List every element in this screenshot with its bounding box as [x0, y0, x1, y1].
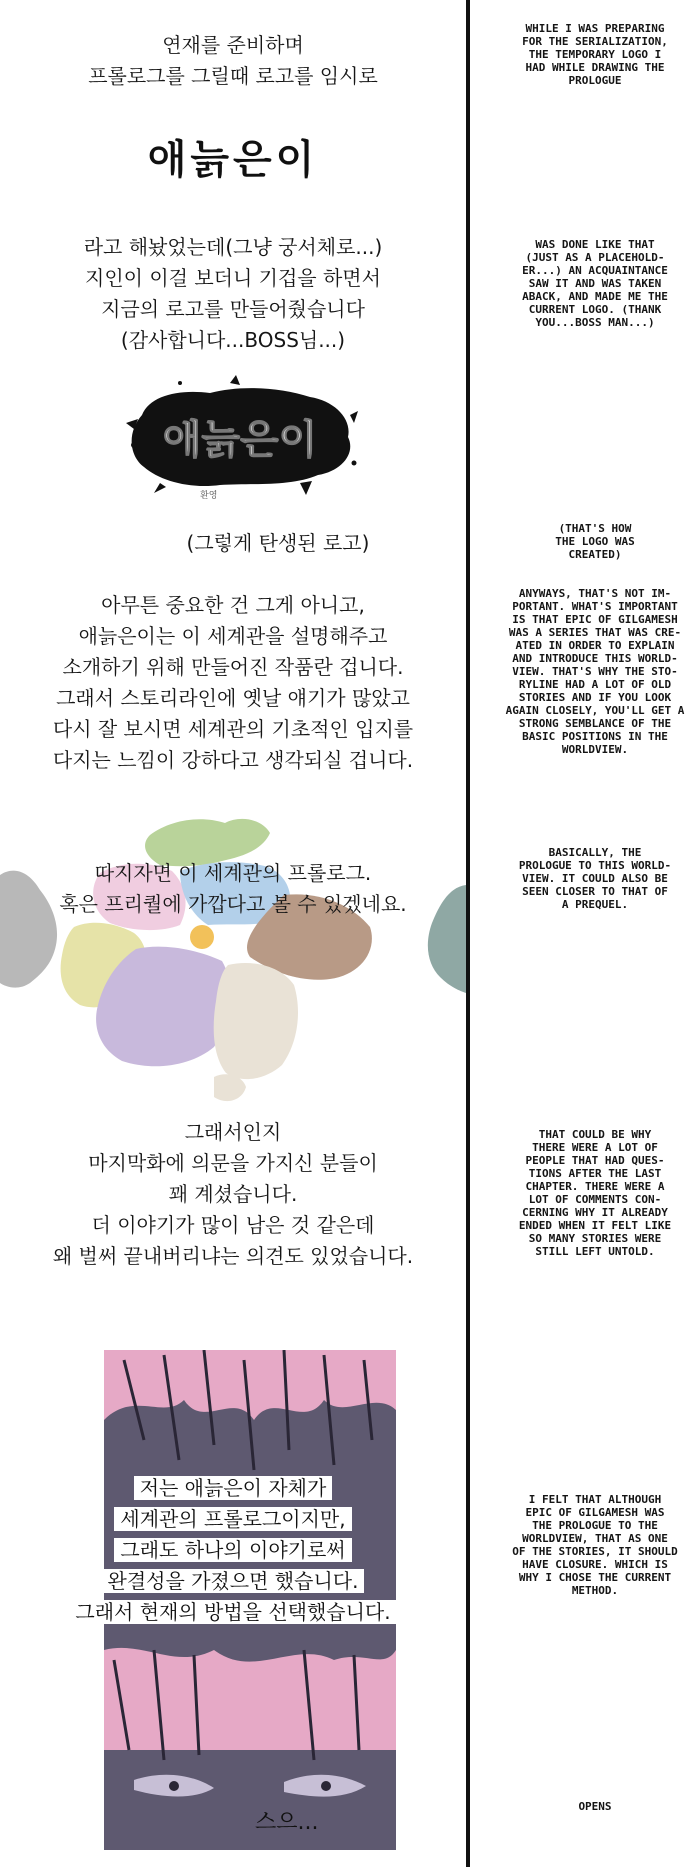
paragraph-3	[0, 858, 466, 920]
hair-bottom	[104, 1648, 396, 1750]
paragraph-line: 완결성을 가졌으면 했습니다.	[102, 1569, 365, 1593]
sound-effect: 스으...	[255, 1810, 319, 1835]
paragraph-line: (감사합니다...BOSS님...)	[120, 328, 346, 352]
translation-note-2: WAS DONE LIKE THAT (JUST AS A PLACEHOLD- ER...) AN ACQUAINTANCE SAW IT AND WAS TAKEN ABACK, AND MADE ME THE CURRENT LOGO. (THANK YOU...BOSS MAN...)	[522, 238, 668, 329]
translation-note-1: WHILE I WAS PREPARING FOR THE SERIALIZATION, THE TEMPORARY LOGO I HAD WHILE DRAWING THE PROLOGUE	[522, 22, 668, 87]
paragraph-line: 다지는 느낌이 강하다고 생각되실 겁니다.	[52, 748, 414, 772]
paragraph-line: 따지자면 이 세계관의 프롤로그.	[94, 861, 372, 885]
paragraph-line: 마지막화에 의문을 가지신 분들이	[88, 1151, 378, 1175]
intro-line: 프롤로그를 그릴때 로고를 임시로	[88, 64, 378, 88]
translation-note-3: (THAT'S HOW THE LOGO WAS CREATED)	[555, 522, 635, 561]
paragraph-line: 지인이 이걸 보더니 기겁을 하면서	[85, 266, 381, 290]
paragraph-5	[0, 1473, 466, 1628]
paragraph-line: 소개하기 위해 만들어진 작품란 겁니다.	[62, 655, 404, 679]
paragraph-line: 그래도 하나의 이야기로써	[114, 1538, 351, 1562]
paragraph-line: 그래서 현재의 방법을 선택했습니다.	[69, 1600, 396, 1624]
ink-logo-text: 애늙은이	[162, 417, 318, 463]
region-orange	[190, 925, 214, 949]
paragraph-line: 그래서 스토리라인에 옛날 얘기가 많았고	[56, 686, 410, 710]
intro-text	[0, 30, 466, 92]
translation-note-4: ANYWAYS, THAT'S NOT IM- PORTANT. WHAT'S IMPORTANT IS THAT EPIC OF GILGAMESH WAS A SERIES THAT WAS CRE- ATED IN ORDER TO EXPLAIN AND INTRODUCE THIS WORLD- VIEW. THAT'S WHY THE STO- RYLINE HAD A LOT OF OLD STORIES AND IF YOU LOOK AGAIN CLOSELY, YOU'LL GET A STRONG SEMBLANCE OF THE BASIC POSITIONS IN THE WORLDVIEW.	[505, 587, 685, 756]
ink-logo-image	[120, 375, 360, 505]
paragraph-line: 아무튼 중요한 건 그게 아니고,	[101, 593, 365, 617]
paragraph-line: 왜 벌써 끝내버리냐는 의견도 있었습니다.	[52, 1244, 414, 1268]
paragraph-line: 세계관의 프롤로그이지만,	[114, 1507, 351, 1531]
ink-logo-subtext: 환영	[200, 491, 218, 501]
translation-note-5: BASICALLY, THE PROLOGUE TO THIS WORLD- VIEW. IT COULD ALSO BE SEEN CLOSER TO THAT OF A PREQUEL.	[518, 846, 672, 911]
paragraph-line: 저는 애늙은이 자체가	[134, 1476, 333, 1500]
paragraph-4	[0, 1117, 466, 1272]
paragraph-1	[0, 232, 466, 356]
temporary-logo: 애늙은이	[147, 136, 319, 183]
paragraph-line: 더 이야기가 많이 남은 것 같은데	[91, 1213, 375, 1237]
paragraph-line: 라고 해놨었는데(그냥 궁서체로...)	[83, 235, 383, 259]
paragraph-line: 혹은 프리퀄에 가깝다고 볼 수 있겠네요.	[59, 892, 407, 916]
paragraph-line: 다시 잘 보시면 세계관의 기초적인 입지를	[52, 717, 414, 741]
translation-note-6: THAT COULD BE WHY THERE WERE A LOT OF PEOPLE THAT HAD QUES- TIONS AFTER THE LAST CHAPTER. THERE WERE A LOT OF COMMENTS CON- CERNING WHY IT ALREADY ENDED WHEN IT FELT LIKE SO MANY STORIES WERE STILL LEFT UNTOLD.	[518, 1128, 672, 1258]
logo-caption: (그렇게 탄생된 로고)	[186, 531, 370, 555]
paragraph-line: 애늙은이는 이 세계관을 설명해주고	[78, 624, 388, 648]
translation-note-8: OPENS	[578, 1800, 612, 1813]
intro-line: 연재를 준비하며	[162, 33, 304, 57]
translation-note-7: I FELT THAT ALTHOUGH EPIC OF GILGAMESH WAS THE PROLOGUE TO THE WORLDVIEW, THAT AS ONE OF THE STORIES, IT SHOULD HAVE CLOSURE. WHICH IS WHY I CHOSE THE CURRENT METHOD.	[512, 1493, 678, 1597]
paragraph-line: 그래서인지	[184, 1120, 282, 1144]
paragraph-line: 꽤 계셨습니다.	[168, 1182, 298, 1206]
paragraph-line: 지금의 로고를 만들어줬습니다	[101, 297, 365, 321]
paragraph-2	[0, 590, 466, 776]
region-beige	[214, 963, 298, 1079]
